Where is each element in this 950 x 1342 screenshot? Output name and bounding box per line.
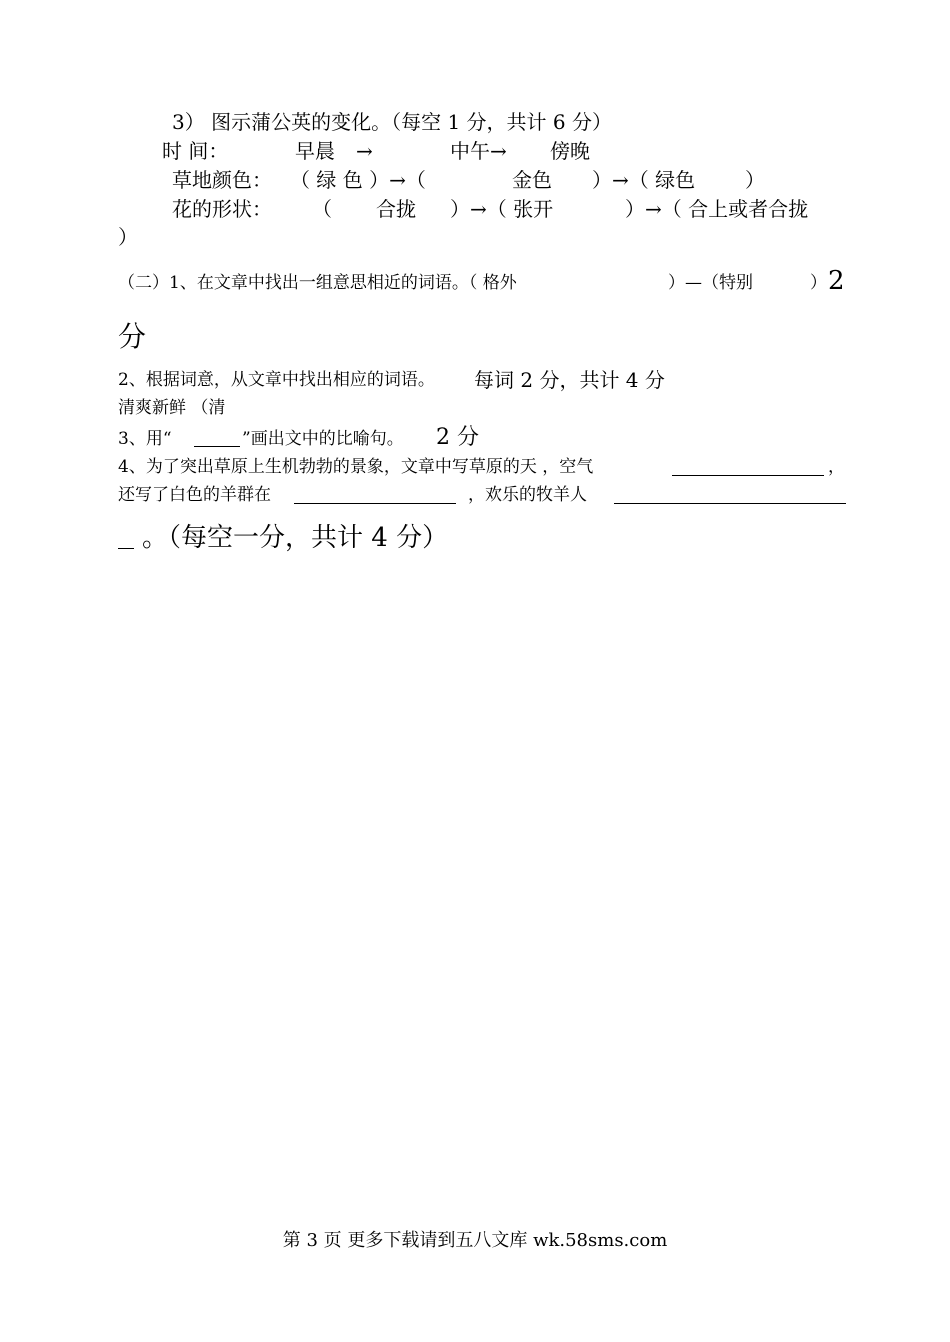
p2-q3-blank[interactable] <box>194 446 240 447</box>
time-label: 时 间： <box>162 139 229 163</box>
p2-q3-text-b: ”画出文中的比喻句。 <box>242 429 404 449</box>
p2-q1-score-unit: 分 <box>118 320 147 353</box>
p2-q2-score: 每词 2 分，共计 4 分 <box>474 368 665 392</box>
p2-q3-text-a: 3、用“ <box>118 429 172 449</box>
flower-shape-3: ）→（ 合上或者合拢 <box>625 197 809 221</box>
flower-shape-2: ）→（ 张开 <box>450 197 554 221</box>
time-noon: 中午→ <box>450 139 507 163</box>
flower-open-paren: （ <box>312 197 332 221</box>
flower-label: 花的形状： <box>172 197 272 221</box>
grass-color-3: ）→（ 绿色 <box>592 168 696 192</box>
p2-q1-mid: ）—（特别 <box>668 273 753 293</box>
p2-q4-line2-a: 还写了白色的羊群在 <box>118 485 271 505</box>
grass-color-close: ） <box>745 168 765 192</box>
p2-q3-score: 2 分 <box>436 425 479 450</box>
p2-q4-blank-tail <box>118 548 134 549</box>
p2-q2-text: 2、根据词意，从文章中找出相应的词语。 <box>118 370 435 390</box>
time-evening: 傍晚 <box>550 139 590 163</box>
flower-shape-1: 合拢 <box>376 197 416 221</box>
p2-q4-blank-herdsman[interactable] <box>614 503 846 504</box>
p2-q1-text: （二）1、在文章中找出一组意思相近的词语。（ 格外 <box>118 273 517 293</box>
p2-q4-line2-b: ，欢乐的牧羊人 <box>468 485 587 505</box>
q3-heading: 3） 图示蒲公英的变化。（每空 1 分，共计 6 分） <box>172 110 612 134</box>
p2-q4-blank-sheep[interactable] <box>294 503 456 504</box>
p2-q4-blank-air[interactable] <box>672 475 824 476</box>
flower-close-paren: ） <box>118 225 138 249</box>
p2-q4-line1-b: ， <box>828 457 845 477</box>
p2-q4-line3: 。（每空一分，共计 4 分） <box>142 523 449 553</box>
grass-label: 草地颜色： <box>172 168 272 192</box>
p2-q4-line1-a: 4、为了突出草原上生机勃勃的景象，文章中写草原的天 ，空气 <box>118 457 594 477</box>
time-morning: 早晨 <box>295 139 335 163</box>
page-footer: 第 3 页 更多下载请到五八文库 wk.58sms.com <box>282 1230 668 1251</box>
grass-color-2: 金色 <box>512 168 552 192</box>
p2-q2-line2: 清爽新鲜 （清 <box>118 398 226 418</box>
grass-color-1: （ 绿 色 ）→（ <box>290 168 426 192</box>
p2-q1-close: ） <box>810 273 827 293</box>
p2-q1-score-num: 2 <box>828 266 845 296</box>
arrow-icon: → <box>356 139 373 163</box>
